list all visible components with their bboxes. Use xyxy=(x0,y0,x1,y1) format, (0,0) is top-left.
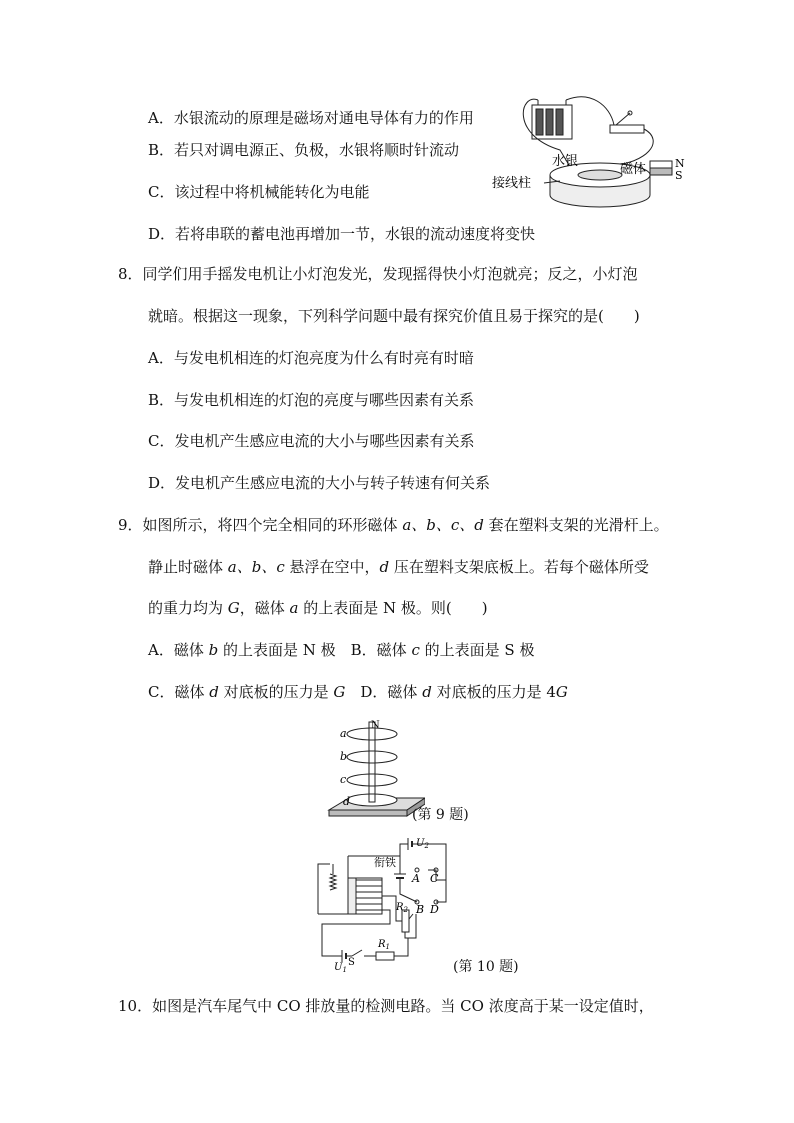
q9-stem-line1: 9．如图所示，将四个完全相同的环形磁体 a、b、c、d 套在塑料支架的光滑杆上。 xyxy=(118,516,669,534)
terminal-label: 接线柱 xyxy=(492,176,532,191)
magnet-n-label: N xyxy=(675,157,685,170)
q7-option-b: B．若只对调电源正、负极，水银将顺时针流动 xyxy=(148,141,460,159)
q8-stem-line2: 就暗。根据这一现象，下列科学问题中最有探究价值且易于探究的是( ) xyxy=(148,307,640,325)
magnet-icon xyxy=(650,161,672,175)
contact-d-label: D xyxy=(430,903,439,916)
battery-icon xyxy=(532,100,572,139)
q10-caption: (第 10 题) xyxy=(453,959,519,975)
switch-s-label: S xyxy=(348,957,355,968)
q8-option-b: B．与发电机相连的灯泡的亮度与哪些因素有关系 xyxy=(148,391,475,409)
mercury-label: 水银 xyxy=(552,154,579,169)
q7-figure xyxy=(490,95,690,215)
u2-label: $U_2$ xyxy=(416,838,429,850)
q7-option-a: A．水银流动的原理是磁场对通电导体有力的作用 xyxy=(148,109,474,127)
q7-option-c: C．该过程中将机械能转化为电能 xyxy=(148,183,370,201)
q8-option-c: C．发电机产生感应电流的大小与哪些因素有关系 xyxy=(148,432,475,450)
r1-label: $R_1$ xyxy=(378,939,390,951)
contact-a-label: A xyxy=(412,872,420,885)
q8-option-d: D．发电机产生感应电流的大小与转子转速有何关系 xyxy=(148,474,491,492)
q10-stem-line1: 10．如图是汽车尾气中 CO 排放量的检测电路。当 CO 浓度高于某一设定值时， xyxy=(118,997,654,1015)
u1-label: $U_1$ xyxy=(334,962,347,972)
fig9-a-label: a xyxy=(340,727,347,740)
q9-caption: (第 9 题) xyxy=(412,807,469,823)
fig9-n-label: N xyxy=(371,720,380,731)
q9-options-ab: A．磁体 b 的上表面是 N 极 B．磁体 c 的上表面是 S 极 xyxy=(148,641,535,659)
fig9-b-label: b xyxy=(340,750,348,763)
ring-magnet-b xyxy=(347,751,397,763)
contact-b-label: B xyxy=(416,903,425,916)
q9-options-cd: C．磁体 d 对底板的压力是 G D．磁体 d 对底板的压力是 4G xyxy=(148,683,568,701)
q9-figure xyxy=(325,718,425,826)
q9-stem-line3: 的重力均为 G，磁体 a 的上表面是 N 极。则( ) xyxy=(148,599,488,617)
q8-stem-line1: 8．同学们用手摇发电机让小灯泡发光，发现摇得快小灯泡就亮；反之，小灯泡 xyxy=(118,265,638,283)
contact-c-label: C xyxy=(430,872,439,885)
switch-icon xyxy=(610,111,644,133)
fig9-d-label: d xyxy=(343,795,351,808)
magnet-s-label: S xyxy=(675,169,683,182)
armature-label: 衔铁 xyxy=(374,856,396,869)
q7-option-d: D．若将串联的蓄电池再增加一节，水银的流动速度将变快 xyxy=(148,225,536,243)
r2-label: $R_2$ xyxy=(396,902,408,914)
fig9-c-label: c xyxy=(340,773,347,786)
magnet-label: 磁体 xyxy=(620,162,647,177)
q9-stem-line2: 静止时磁体 a、b、c 悬浮在空中，d 压在塑料支架底板上。若每个磁体所受 xyxy=(148,558,649,576)
q10-figure xyxy=(312,834,462,972)
ring-magnet-c xyxy=(347,774,397,786)
ring-magnet-d xyxy=(347,794,397,806)
q8-option-a: A．与发电机相连的灯泡亮度为什么有时亮有时暗 xyxy=(148,349,474,367)
